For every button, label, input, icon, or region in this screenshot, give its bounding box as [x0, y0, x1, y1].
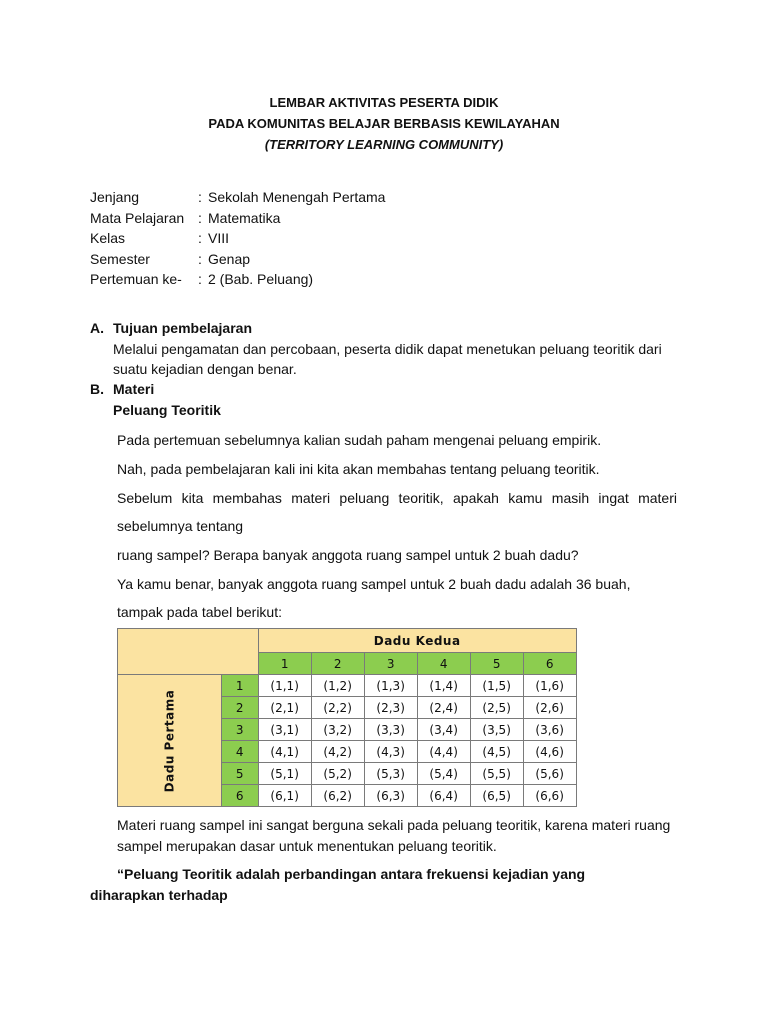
section-letter: A.	[90, 320, 104, 336]
info-value: 2 (Bab. Peluang)	[208, 271, 314, 287]
section-a-heading	[90, 318, 662, 339]
table-cell: (3,1)	[258, 719, 311, 741]
row-header: 4	[221, 741, 258, 763]
col-header: 6	[523, 653, 576, 675]
row-header: 1	[221, 675, 258, 697]
section-a-text-line2: suatu kejadian dengan benar.	[113, 361, 297, 377]
doc-title-line1: LEMBAR AKTIVITAS PESERTA DIDIK	[269, 95, 499, 110]
table-cell: (3,6)	[523, 719, 576, 741]
table-cell: (5,1)	[258, 763, 311, 785]
row-header: 2	[221, 697, 258, 719]
col-group-title: Dadu Kedua	[258, 629, 576, 653]
paragraph-7-line2: sampel merupakan dasar untuk menentukan peluang teoritik.	[117, 838, 497, 854]
row-header: 6	[221, 785, 258, 807]
definition-quote: “Peluang Teoritik adalah perbandingan antara frekuensi kejadian yang diharapkan terhadap	[90, 866, 586, 903]
table-cell: (1,3)	[364, 675, 417, 697]
info-key: Jenjang	[90, 189, 140, 205]
paragraph-1: Pada pertemuan sebelumnya kalian sudah paham mengenai peluang empirik.	[117, 432, 602, 448]
row-group-title: Dadu Pertama	[162, 689, 177, 792]
section-b	[90, 379, 221, 420]
paragraph-6: tampak pada tabel berikut:	[117, 604, 282, 620]
table-cell: (1,1)	[258, 675, 311, 697]
info-key: Kelas	[90, 230, 126, 246]
table-corner	[118, 629, 259, 675]
table-cell: (6,1)	[258, 785, 311, 807]
section-b-heading	[90, 379, 221, 400]
table-cell: (6,5)	[470, 785, 523, 807]
table-cell: (4,1)	[258, 741, 311, 763]
info-row-kelas	[90, 228, 385, 249]
section-letter: B.	[90, 381, 104, 397]
table-cell: (4,3)	[364, 741, 417, 763]
section-title: Materi	[113, 381, 155, 397]
table-cell: (6,6)	[523, 785, 576, 807]
section-title: Tujuan pembelajaran	[113, 320, 252, 336]
col-header: 5	[470, 653, 523, 675]
col-header: 2	[311, 653, 364, 675]
identity-info	[90, 187, 385, 290]
info-row-jenjang	[90, 187, 385, 208]
table-cell: (3,5)	[470, 719, 523, 741]
info-key: Semester	[90, 250, 150, 267]
section-a	[90, 318, 662, 380]
row-group-title-cell	[118, 675, 222, 807]
col-header: 3	[364, 653, 417, 675]
info-value: Sekolah Menengah Pertama	[208, 189, 386, 205]
table-cell: (6,4)	[417, 785, 470, 807]
table-cell: (5,6)	[523, 763, 576, 785]
paragraph-4: ruang sampel? Berapa banyak anggota ruang sampel untuk 2 buah dadu?	[117, 547, 579, 563]
table-cell: (2,2)	[311, 697, 364, 719]
table-cell: (3,2)	[311, 719, 364, 741]
info-colon: :	[198, 271, 202, 287]
table-cell: (2,3)	[364, 697, 417, 719]
info-row-pertemuan	[90, 269, 385, 290]
table-cell: (3,4)	[417, 719, 470, 741]
col-header: 1	[258, 653, 311, 675]
row-header: 5	[221, 763, 258, 785]
doc-title-line3: (TERRITORY LEARNING COMMUNITY)	[264, 137, 504, 152]
section-a-text-line1: Melalui pengamatan dan percobaan, peserta didik dapat menetukan peluang teoritik dari	[113, 340, 662, 357]
table-cell: (3,3)	[364, 719, 417, 741]
info-key: Mata Pelajaran	[90, 209, 185, 226]
info-row-semester	[90, 249, 385, 270]
info-value: Genap	[208, 250, 251, 267]
table-cell: (5,4)	[417, 763, 470, 785]
doc-title-line2: PADA KOMUNITAS BELAJAR BERBASIS KEWILAYAHAN	[208, 116, 560, 131]
table-cell: (1,6)	[523, 675, 576, 697]
row-header: 3	[221, 719, 258, 741]
table-cell: (2,1)	[258, 697, 311, 719]
info-colon: :	[198, 250, 202, 267]
info-key: Pertemuan ke-	[90, 271, 182, 287]
table-cell: (6,3)	[364, 785, 417, 807]
table-cell: (4,4)	[417, 741, 470, 763]
table-header-row	[118, 629, 577, 653]
info-row-mata-pelajaran	[90, 208, 385, 229]
table-cell: (6,2)	[311, 785, 364, 807]
info-colon: :	[198, 230, 202, 246]
info-value: Matematika	[208, 209, 281, 226]
section-b-subheading: Peluang Teoritik	[113, 401, 221, 418]
table-cell: (4,2)	[311, 741, 364, 763]
table-cell: (5,5)	[470, 763, 523, 785]
table-row	[118, 675, 577, 697]
table-cell: (5,2)	[311, 763, 364, 785]
sample-space-table	[117, 628, 577, 807]
paragraph-3-line1: Sebelum kita membahas materi peluang teoritik, apakah kamu masih ingat materi	[117, 490, 677, 506]
table-cell: (1,4)	[417, 675, 470, 697]
col-header: 4	[417, 653, 470, 675]
table-cell: (4,6)	[523, 741, 576, 763]
table-cell: (2,4)	[417, 697, 470, 719]
info-colon: :	[198, 189, 202, 205]
paragraph-3-line2: sebelumnya tentang	[117, 518, 244, 534]
info-colon: :	[198, 209, 202, 226]
paragraph-5: Ya kamu benar, banyak anggota ruang sampel untuk 2 buah dadu adalah 36 buah,	[117, 576, 631, 592]
paragraph-7-line1: Materi ruang sampel ini sangat berguna sekali pada peluang teoritik, karena materi ruang	[117, 817, 671, 833]
info-value: VIII	[208, 230, 230, 246]
table-cell: (1,2)	[311, 675, 364, 697]
table-cell: (4,5)	[470, 741, 523, 763]
table-cell: (5,3)	[364, 763, 417, 785]
table-cell: (2,5)	[470, 697, 523, 719]
paragraph-2: Nah, pada pembelajaran kali ini kita akan membahas tentang peluang teoritik.	[117, 461, 600, 477]
table-cell: (1,5)	[470, 675, 523, 697]
table-cell: (2,6)	[523, 697, 576, 719]
